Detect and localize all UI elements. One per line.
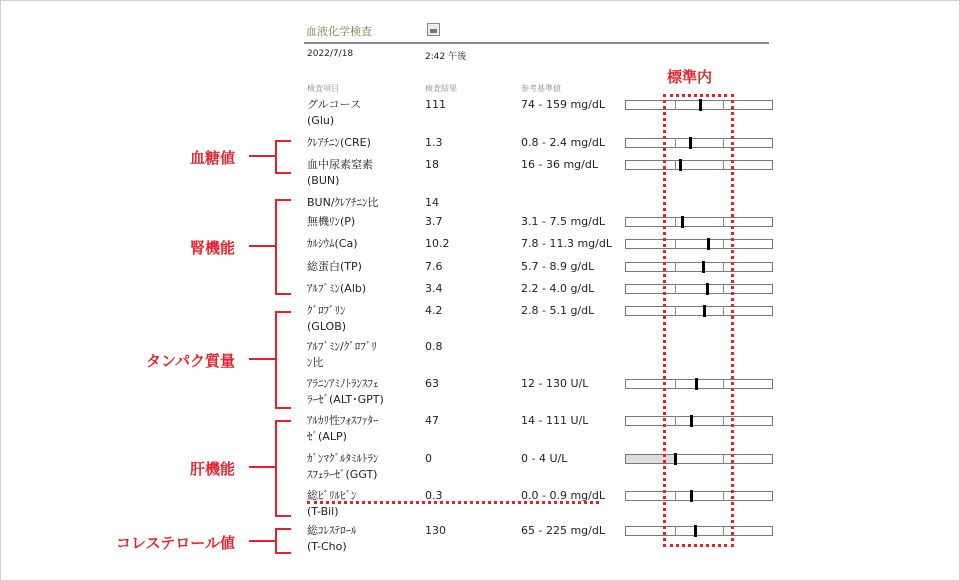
print-icon[interactable] — [427, 23, 440, 36]
report-title: 血液化学検査 — [306, 25, 372, 38]
test-name: ｶﾙｼｳﾑ(Ca) — [307, 237, 358, 250]
test-name: 血中尿素窒素 — [307, 158, 373, 171]
group-bracket-cholesterol — [275, 528, 291, 554]
reference-range: 65 - 225 mg/dL — [521, 524, 605, 537]
normal-range-label: 標準内 — [667, 68, 713, 86]
reference-range: 16 - 36 mg/dL — [521, 158, 598, 171]
test-result: 3.7 — [425, 215, 443, 228]
test-result: 18 — [425, 158, 439, 171]
group-connector-liver — [249, 466, 275, 468]
test-name: ｶﾞﾝﾏｸﾞﾙﾀﾐﾙﾄﾗﾝ — [307, 452, 379, 465]
test-result: 10.2 — [425, 237, 450, 250]
test-result: 7.6 — [425, 260, 443, 273]
test-result: 111 — [425, 98, 446, 111]
column-header-reference: 参考基準値 — [521, 84, 561, 93]
column-header-result: 検査結果 — [425, 84, 457, 93]
reference-range: 0.0 - 0.9 mg/dL — [521, 489, 605, 502]
test-result: 14 — [425, 196, 439, 209]
group-connector-blood-sugar — [249, 155, 275, 157]
reference-range: 0.8 - 2.4 mg/dL — [521, 136, 605, 149]
reference-range: 3.1 - 7.5 mg/dL — [521, 215, 605, 228]
reference-range: 12 - 130 U/L — [521, 377, 589, 390]
test-name-sub: (Glu) — [307, 114, 335, 127]
group-label-blood-sugar: 血糖値 — [189, 149, 235, 167]
test-result: 1.3 — [425, 136, 443, 149]
test-result: 0.8 — [425, 340, 443, 353]
test-name-sub: (GLOB) — [307, 320, 347, 333]
test-name: 総ﾋﾞﾘﾙﾋﾞﾝ — [307, 489, 357, 502]
test-name: ｱﾙｶﾘ性ﾌｫｽﾌｧﾀｰ — [307, 414, 379, 427]
reference-range: 2.2 - 4.0 g/dL — [521, 282, 595, 295]
test-name: ｱﾙﾌﾞﾐﾝ(Alb) — [307, 282, 367, 295]
test-result: 63 — [425, 377, 439, 390]
group-bracket-liver — [275, 420, 291, 517]
reference-range: 5.7 - 8.9 g/dL — [521, 260, 595, 273]
group-bracket-kidney — [275, 199, 291, 295]
test-name: グルコース — [307, 98, 362, 111]
normal-range-highlight — [663, 94, 734, 547]
test-result: 0 — [425, 452, 432, 465]
reference-range: 74 - 159 mg/dL — [521, 98, 605, 111]
group-label-kidney: 腎機能 — [189, 239, 235, 257]
reference-range: 2.8 - 5.1 g/dL — [521, 304, 595, 317]
group-connector-protein — [249, 358, 275, 360]
test-name: 総蛋白(TP) — [307, 260, 362, 273]
test-name: ｱﾙﾌﾞﾐﾝ/ｸﾞﾛﾌﾞﾘ — [307, 340, 377, 353]
group-connector-kidney — [249, 245, 275, 247]
group-label-protein: タンパク質量 — [146, 352, 235, 370]
group-bracket-protein — [275, 311, 291, 409]
test-result: 3.4 — [425, 282, 443, 295]
t-bil-highlight-line — [307, 501, 599, 504]
test-name-sub: ﾗｰｾﾞ(ALT･GPT) — [307, 393, 384, 406]
test-name: ｸﾚｱﾁﾆﾝ(CRE) — [307, 136, 371, 149]
group-bracket-blood-sugar — [275, 140, 291, 174]
test-name-sub: (BUN) — [307, 174, 340, 187]
reference-range: 7.8 - 11.3 mg/dL — [521, 237, 612, 250]
group-label-liver: 肝機能 — [189, 460, 235, 478]
report-time: 2:42 午後 — [425, 52, 467, 62]
report-date: 2022/7/18 — [307, 49, 354, 59]
test-name-sub: ｾﾞ(ALP) — [307, 430, 347, 443]
test-name: 無機ﾘﾝ(P) — [307, 215, 356, 228]
test-name: ｱﾗﾆﾝｱﾐﾉﾄﾗﾝｽﾌｪ — [307, 377, 379, 390]
test-name-sub: ｽﾌｪﾗｰｾﾞ(GGT) — [307, 468, 378, 481]
column-header-item: 検査項目 — [307, 84, 339, 93]
reference-range: 14 - 111 U/L — [521, 414, 589, 427]
test-result: 0.3 — [425, 489, 443, 502]
group-label-cholesterol: コレステロール値 — [116, 534, 235, 552]
header-divider — [304, 42, 769, 44]
test-name-sub: (T-Cho) — [307, 540, 347, 553]
test-name-sub: ﾝ比 — [307, 356, 324, 369]
test-name-sub: (T-Bil) — [307, 505, 339, 518]
test-name: BUN/ｸﾚｱﾁﾆﾝ比 — [307, 196, 379, 209]
test-result: 47 — [425, 414, 439, 427]
test-result: 130 — [425, 524, 446, 537]
group-connector-cholesterol — [249, 540, 275, 542]
test-name: ｸﾞﾛﾌﾞﾘﾝ — [307, 304, 346, 317]
test-result: 4.2 — [425, 304, 443, 317]
test-name: 総ｺﾚｽﾃﾛｰﾙ — [307, 524, 357, 537]
reference-range: 0 - 4 U/L — [521, 452, 568, 465]
